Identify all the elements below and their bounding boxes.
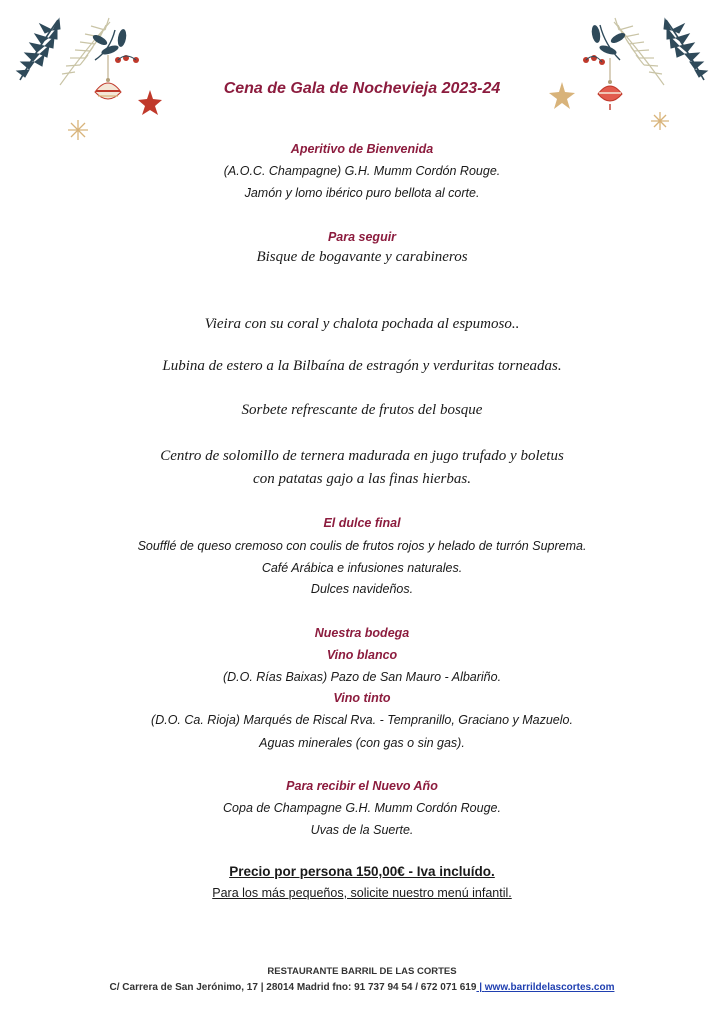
kids-menu-note: Para los más pequeños, solicite nuestro menú infantil. [212,886,512,900]
christmas-garland-right-icon [0,0,724,150]
price-line: Precio por persona 150,00€ - Iva incluído. [229,864,495,879]
para-seguir-heading: Para seguir [327,230,397,244]
menu-item: Uvas de la Suerte. [310,823,414,837]
menu-item: con patatas gajo a las finas hierbas. [253,471,471,487]
menu-item: Sorbete refrescante de frutos del bosque [241,402,483,418]
footer-restaurant-name: RESTAURANTE BARRIL DE LAS CORTES [267,966,457,977]
footer-separator: | [476,982,485,993]
vino-blanco-heading: Vino blanco [326,648,398,662]
menu-item: Bisque de bogavante y carabineros [256,249,468,265]
aperitivo-heading: Aperitivo de Bienvenida [290,142,434,156]
menu-item: Vieira con su coral y chalota pochada al espumoso.. [204,316,520,332]
menu-item: Soufflé de queso cremoso con coulis de frutos rojos y helado de turrón Suprema. [137,539,587,553]
menu-item: Centro de solomillo de ternera madurada en jugo trufado y boletus [160,448,564,464]
footer-contact [0,982,724,993]
dulce-heading: El dulce final [323,516,401,530]
menu-item: Copa de Champagne G.H. Mumm Cordón Rouge. [223,801,501,815]
menu-item: Lubina de estero a la Bilbaína de estragón y verduritas torneadas. [162,358,562,374]
website-link[interactable]: www.barrildelascortes.com [484,982,615,993]
menu-item: Jamón y lomo ibérico puro bellota al corte. [244,186,480,200]
nuevo-ano-heading: Para recibir el Nuevo Año [286,779,438,793]
vino-tinto-heading: Vino tinto [333,691,391,705]
menu-item: (D.O. Rías Baixas) Pazo de San Mauro - Albariño. [222,670,502,684]
menu-item: Café Arábica e infusiones naturales. [261,561,463,575]
menu-item: Aguas minerales (con gas o sin gas). [259,736,465,750]
menu-item: (D.O. Ca. Rioja) Marqués de Riscal Rva. - Tempranillo, Graciano y Mazuelo. [151,713,573,727]
menu-item: (A.O.C. Champagne) G.H. Mumm Cordón Rouge. [223,164,501,178]
footer-address: C/ Carrera de San Jerónimo, 17 | 28014 Madrid fno: 91 737 94 54 / 672 071 619 [109,982,477,993]
menu-item: Dulces navideños. [310,582,414,596]
bodega-heading: Nuestra bodega [314,626,410,640]
menu-title: Cena de Gala de Nochevieja 2023-24 [223,80,501,97]
